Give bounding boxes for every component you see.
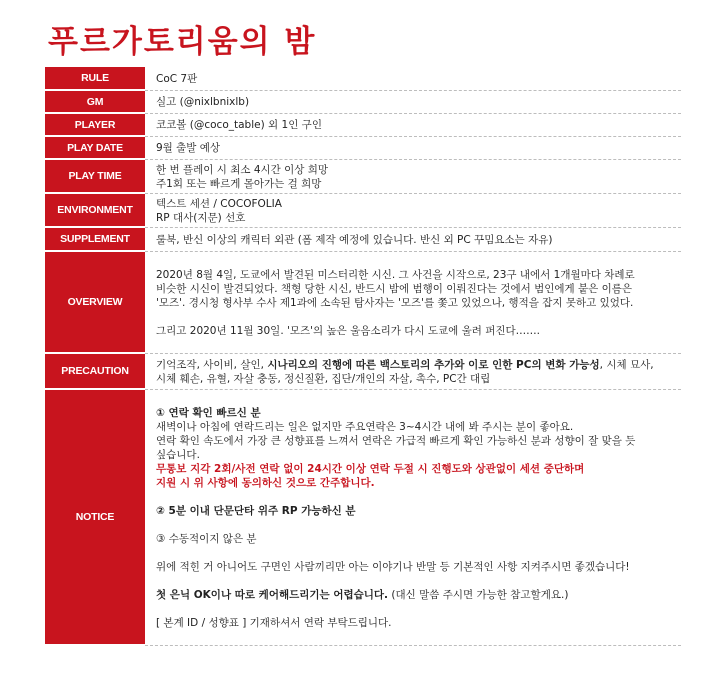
notice-contact: [ 본계 ID / 성향표 ] 기재하셔서 연락 부탁드립니다. <box>156 616 392 629</box>
row-player <box>45 114 681 137</box>
label-precaution: PRECAUTION <box>45 354 145 390</box>
notice-text: 새벽이나 아침에 연락드리는 일은 없지만 주요연락은 3~4시간 내에 봐 주시는 분이 좋아요. <box>156 420 574 433</box>
label-play-time: PLAY TIME <box>45 160 145 194</box>
overview-line: 2020년 8월 4일, 도쿄에서 발견된 미스터리한 시신. 그 사건을 시작으로, 23구 내에서 1개월마다 차례로 <box>156 268 635 281</box>
notice-warning: 무통보 지각 2회/사전 연락 없이 24시간 이상 연락 두절 시 진행도와 상관없이 세션 중단하며 <box>156 462 585 475</box>
notice-etiquette: 위에 적힌 거 아니어도 구면인 사람끼리만 아는 이야기나 반말 등 기본적인 사항 지켜주시면 좋겠습니다! <box>156 560 630 573</box>
play-time-line: 한 번 플레이 시 최소 4시간 이상 희망 <box>156 163 329 176</box>
row-supplement <box>45 228 681 252</box>
label-rule: RULE <box>45 67 145 91</box>
overview-closing: 그리고 2020년 11월 30일. '모즈'의 높은 울음소리가 다시 도쿄에 울려 퍼진다……. <box>156 324 540 337</box>
overview-line: 비슷한 시신이 발견되었다. 책형 당한 시신, 반드시 밤에 범행이 이뤄진다는 것에서 범인에게 붙은 이름은 <box>156 282 633 295</box>
row-notice <box>45 390 681 646</box>
notice-item-3: ③ 수동적이지 않은 분 <box>156 532 257 545</box>
notice-anon-note: (대신 말씀 주시면 가능한 참고할게요.) <box>388 588 569 601</box>
label-overview: OVERVIEW <box>45 252 145 354</box>
value-overview <box>145 252 681 354</box>
row-environment <box>45 194 681 228</box>
precaution-line: 시체 훼손, 유혈, 자살 충동, 정신질환, 집단/개인의 자살, 촉수, PC간 대립 <box>156 372 491 385</box>
row-rule <box>45 67 681 91</box>
label-play-date: PLAY DATE <box>45 137 145 160</box>
value-precaution <box>145 354 681 390</box>
environment-line: RP 대사(지문) 선호 <box>156 211 246 224</box>
value-play-time <box>145 160 681 194</box>
value-gm: 실고 (@nixlbnixlb) <box>145 91 681 114</box>
row-overview <box>45 252 681 354</box>
play-time-line: 주1회 또는 빠르게 몰아가는 걸 희망 <box>156 177 322 190</box>
overview-line: '모즈'. 경시청 형사부 수사 제1과에 소속된 탐사자는 '모즈'를 쫓고 있었으나, 행적을 잡지 못하고 있었다. <box>156 296 634 309</box>
notice-item-1-title: ① 연락 확인 빠르신 분 <box>156 406 261 419</box>
label-notice: NOTICE <box>45 390 145 646</box>
value-environment <box>145 194 681 228</box>
precaution-text: 기억조작, 사이비, 살인, <box>156 358 268 371</box>
value-notice <box>145 390 681 646</box>
notice-warning: 지원 시 위 사항에 동의하신 것으로 간주합니다. <box>156 476 375 489</box>
environment-line: 텍스트 세션 / COCOFOLIA <box>156 197 282 210</box>
value-rule: CoC 7판 <box>145 67 681 91</box>
row-precaution <box>45 354 681 390</box>
row-play-date <box>45 137 681 160</box>
value-supplement: 룰북, 반신 이상의 캐릭터 외관 (폼 제작 예정에 있습니다. 반신 외 PC 꾸밈요소는 자유) <box>145 228 681 252</box>
value-player: 코코볼 (@coco_table) 외 1인 구인 <box>145 114 681 137</box>
precaution-highlight: 시나리오의 진행에 따른 백스토리의 추가와 이로 인한 PC의 변화 가능성 <box>267 358 600 371</box>
row-play-time <box>45 160 681 194</box>
value-play-date: 9월 출발 예상 <box>145 137 681 160</box>
label-supplement: SUPPLEMENT <box>45 228 145 252</box>
label-environment: ENVIRONMENT <box>45 194 145 228</box>
session-info-table <box>45 67 681 646</box>
notice-text: 싶습니다. <box>156 448 200 461</box>
row-gm <box>45 91 681 114</box>
precaution-text: , 시체 묘사, <box>599 358 654 371</box>
notice-anon-bold: 첫 은닉 OK이나 따로 케어해드리기는 어렵습니다. <box>156 588 389 601</box>
notice-text: 연락 확인 속도에서 가장 큰 성향표를 느껴서 연락은 가급적 빠르게 확인 가능하신 분과 성향이 잘 맞을 듯 <box>156 434 636 447</box>
label-player: PLAYER <box>45 114 145 137</box>
label-gm: GM <box>45 91 145 114</box>
notice-item-2: ② 5분 이내 단문단타 위주 RP 가능하신 분 <box>156 504 356 517</box>
page-title: 푸르가토리움의 밤 <box>48 24 317 60</box>
